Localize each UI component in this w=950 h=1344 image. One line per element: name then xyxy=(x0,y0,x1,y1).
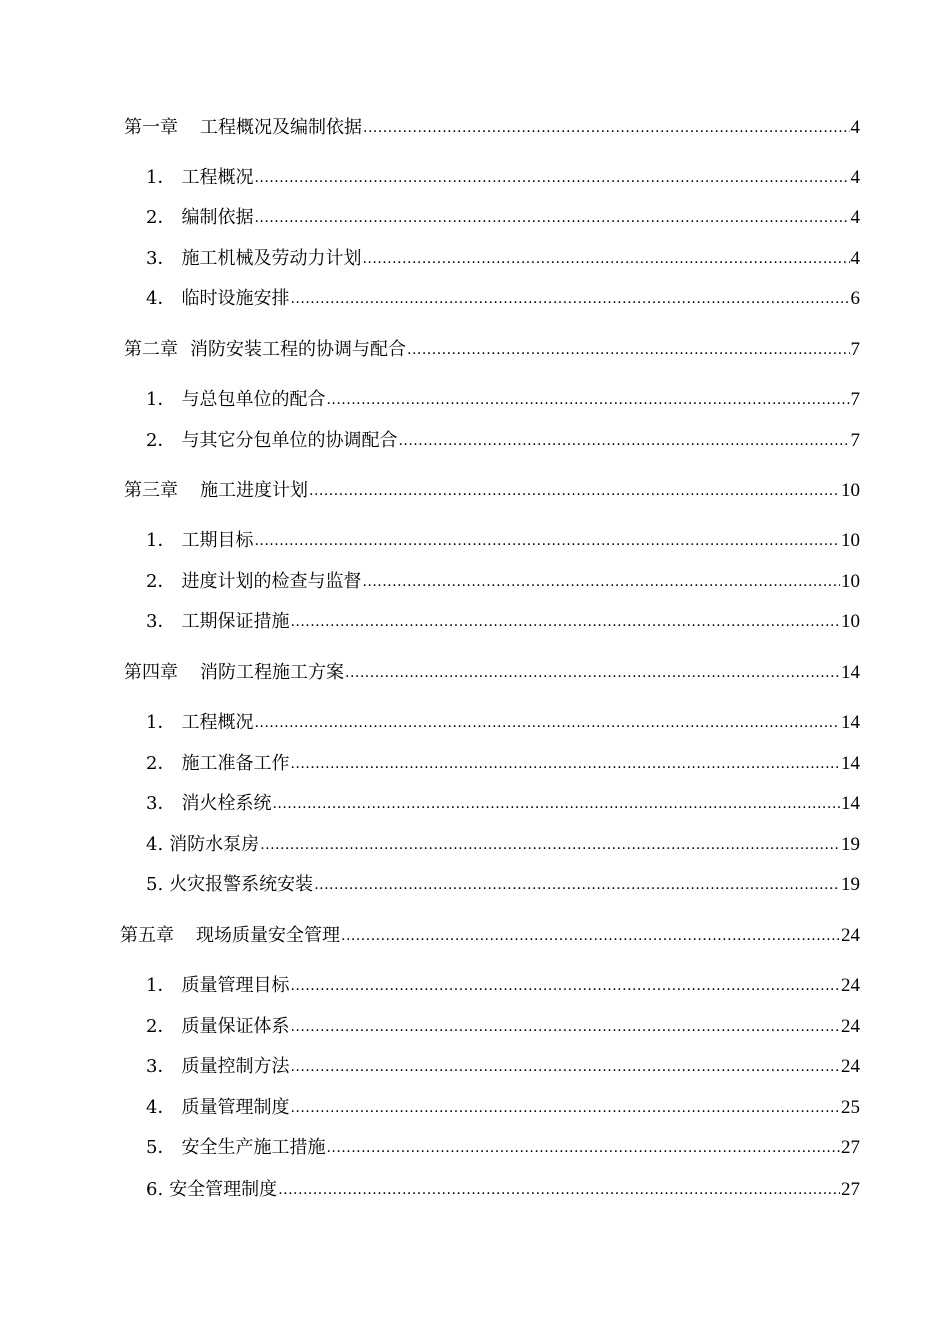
toc-page-number: 4 xyxy=(850,248,860,269)
toc-label: 消火栓系统 xyxy=(181,793,272,814)
toc-number: 第五章 xyxy=(120,925,174,946)
dot-leader xyxy=(290,288,849,310)
toc-label: 施工机械及劳动力计划 xyxy=(181,248,362,269)
dot-leader xyxy=(272,793,840,815)
toc-number: 第一章 xyxy=(124,117,178,138)
toc-section-4-3[interactable] xyxy=(146,789,860,815)
dot-leader xyxy=(290,975,840,997)
toc-label: 质量管理目标 xyxy=(181,975,290,996)
toc-chapter-4[interactable] xyxy=(124,658,860,684)
toc-number: 5. xyxy=(146,874,164,895)
toc-number: 3． xyxy=(146,248,176,269)
toc-page-number: 10 xyxy=(841,571,860,592)
dot-leader xyxy=(254,167,849,189)
toc-label: 进度计划的检查与监督 xyxy=(181,571,362,592)
dot-leader xyxy=(290,1056,840,1078)
toc-number: 3． xyxy=(146,1056,176,1077)
toc-label: 工期目标 xyxy=(181,530,254,551)
toc-section-5-2[interactable] xyxy=(146,1012,860,1038)
toc-section-4-4[interactable] xyxy=(146,830,860,856)
toc-page-number: 4 xyxy=(850,117,860,138)
toc-page-number: 4 xyxy=(850,167,860,188)
toc-section-4-2[interactable] xyxy=(146,749,860,775)
toc-chapter-2[interactable] xyxy=(124,335,860,361)
toc-page-number: 10 xyxy=(841,611,860,632)
toc-label: 工程概况 xyxy=(181,167,254,188)
toc-number: 3． xyxy=(146,611,176,632)
toc-section-3-2[interactable] xyxy=(146,567,860,593)
toc-page-number: 7 xyxy=(850,389,860,410)
dot-leader xyxy=(314,874,840,896)
toc-number: 2． xyxy=(146,1016,176,1037)
toc-number: 第三章 xyxy=(124,480,178,501)
toc-page-number: 14 xyxy=(841,662,860,683)
dot-leader xyxy=(254,207,849,229)
toc-number: 6. xyxy=(146,1179,164,1200)
toc-label: 质量保证体系 xyxy=(181,1016,290,1037)
toc-label: 质量控制方法 xyxy=(181,1056,290,1077)
toc-label: 编制依据 xyxy=(181,207,254,228)
toc-page-number: 24 xyxy=(841,1016,860,1037)
toc-number: 4. xyxy=(146,834,164,855)
toc-page-number: 14 xyxy=(841,753,860,774)
toc-label: 工程概况 xyxy=(181,712,254,733)
toc-number: 3． xyxy=(146,793,176,814)
toc-number: 1． xyxy=(146,389,176,410)
toc-section-5-1[interactable] xyxy=(146,971,860,997)
dot-leader xyxy=(326,389,849,411)
dot-leader xyxy=(290,1016,840,1038)
toc-number: 1． xyxy=(146,530,176,551)
toc-section-1-3[interactable] xyxy=(146,244,860,270)
toc-label: 消防安装工程的协调与配合 xyxy=(190,339,406,360)
toc-label: 现场质量安全管理 xyxy=(196,925,340,946)
dot-leader xyxy=(278,1179,840,1201)
toc-label: 火灾报警系统安装 xyxy=(169,874,314,895)
toc-page-number: 25 xyxy=(841,1097,860,1118)
dot-leader xyxy=(290,611,840,633)
toc-number: 第四章 xyxy=(124,662,178,683)
toc-label: 工程概况及编制依据 xyxy=(200,117,362,138)
toc-page-number: 6 xyxy=(850,288,860,309)
toc-section-5-4[interactable] xyxy=(146,1093,860,1119)
toc-section-5-6[interactable] xyxy=(146,1175,860,1201)
toc-chapter-5[interactable] xyxy=(120,921,860,947)
toc-number: 2． xyxy=(146,571,176,592)
dot-leader xyxy=(341,925,840,947)
toc-page-number: 24 xyxy=(841,925,860,946)
toc-label: 临时设施安排 xyxy=(181,288,290,309)
toc-page-number: 7 xyxy=(850,430,860,451)
toc-chapter-3[interactable] xyxy=(124,476,860,502)
toc-section-4-5[interactable] xyxy=(146,870,860,896)
toc-label: 消防水泵房 xyxy=(169,834,260,855)
dot-leader xyxy=(362,248,849,270)
dot-leader xyxy=(345,662,840,684)
toc-page-number: 27 xyxy=(841,1179,860,1200)
toc-section-1-2[interactable] xyxy=(146,203,860,229)
toc-number: 1． xyxy=(146,167,176,188)
toc-section-3-3[interactable] xyxy=(146,607,860,633)
toc-number: 4． xyxy=(146,1097,176,1118)
toc-page-number: 10 xyxy=(841,480,860,501)
toc-page-number: 19 xyxy=(841,834,860,855)
toc-chapter-1[interactable] xyxy=(124,113,860,139)
dot-leader xyxy=(254,712,840,734)
dot-leader xyxy=(363,117,850,139)
toc-label: 工期保证措施 xyxy=(181,611,290,632)
dot-leader xyxy=(260,834,840,856)
toc-page-number: 24 xyxy=(841,1056,860,1077)
toc-page-number: 4 xyxy=(850,207,860,228)
toc-section-3-1[interactable] xyxy=(146,526,860,552)
dot-leader xyxy=(326,1137,840,1159)
dot-leader xyxy=(290,1097,840,1119)
toc-page-number: 7 xyxy=(850,339,860,360)
toc-label: 安全管理制度 xyxy=(169,1179,278,1200)
toc-label: 消防工程施工方案 xyxy=(200,662,344,683)
toc-section-2-1[interactable] xyxy=(146,385,860,411)
toc-section-1-1[interactable] xyxy=(146,163,860,189)
toc-page-number: 24 xyxy=(841,975,860,996)
dot-leader xyxy=(407,339,850,361)
dot-leader xyxy=(290,753,840,775)
toc-page-number: 27 xyxy=(841,1137,860,1158)
toc-section-5-5[interactable] xyxy=(146,1133,860,1159)
toc-label: 施工进度计划 xyxy=(200,480,308,501)
dot-leader xyxy=(254,530,840,552)
toc-label: 安全生产施工措施 xyxy=(181,1137,326,1158)
toc-label: 与其它分包单位的协调配合 xyxy=(181,430,398,451)
toc-number: 第二章 xyxy=(124,339,178,360)
toc-number: 5． xyxy=(146,1137,176,1158)
toc-page-number: 14 xyxy=(841,712,860,733)
toc-label: 质量管理制度 xyxy=(181,1097,290,1118)
toc-section-5-3[interactable] xyxy=(146,1052,860,1078)
toc-section-4-1[interactable] xyxy=(146,708,860,734)
toc-number: 1． xyxy=(146,712,176,733)
toc-number: 4． xyxy=(146,288,176,309)
toc-number: 2． xyxy=(146,207,176,228)
toc-page-number: 10 xyxy=(841,530,860,551)
toc-section-1-4[interactable] xyxy=(146,284,860,310)
toc-number: 2． xyxy=(146,753,176,774)
toc-number: 2． xyxy=(146,430,176,451)
dot-leader xyxy=(309,480,840,502)
toc-section-2-2[interactable] xyxy=(146,426,860,452)
toc-label: 与总包单位的配合 xyxy=(181,389,326,410)
toc-label: 施工准备工作 xyxy=(181,753,290,774)
toc-page-number: 14 xyxy=(841,793,860,814)
dot-leader xyxy=(362,571,840,593)
toc-number: 1． xyxy=(146,975,176,996)
dot-leader xyxy=(398,430,849,452)
toc-page-number: 19 xyxy=(841,874,860,895)
